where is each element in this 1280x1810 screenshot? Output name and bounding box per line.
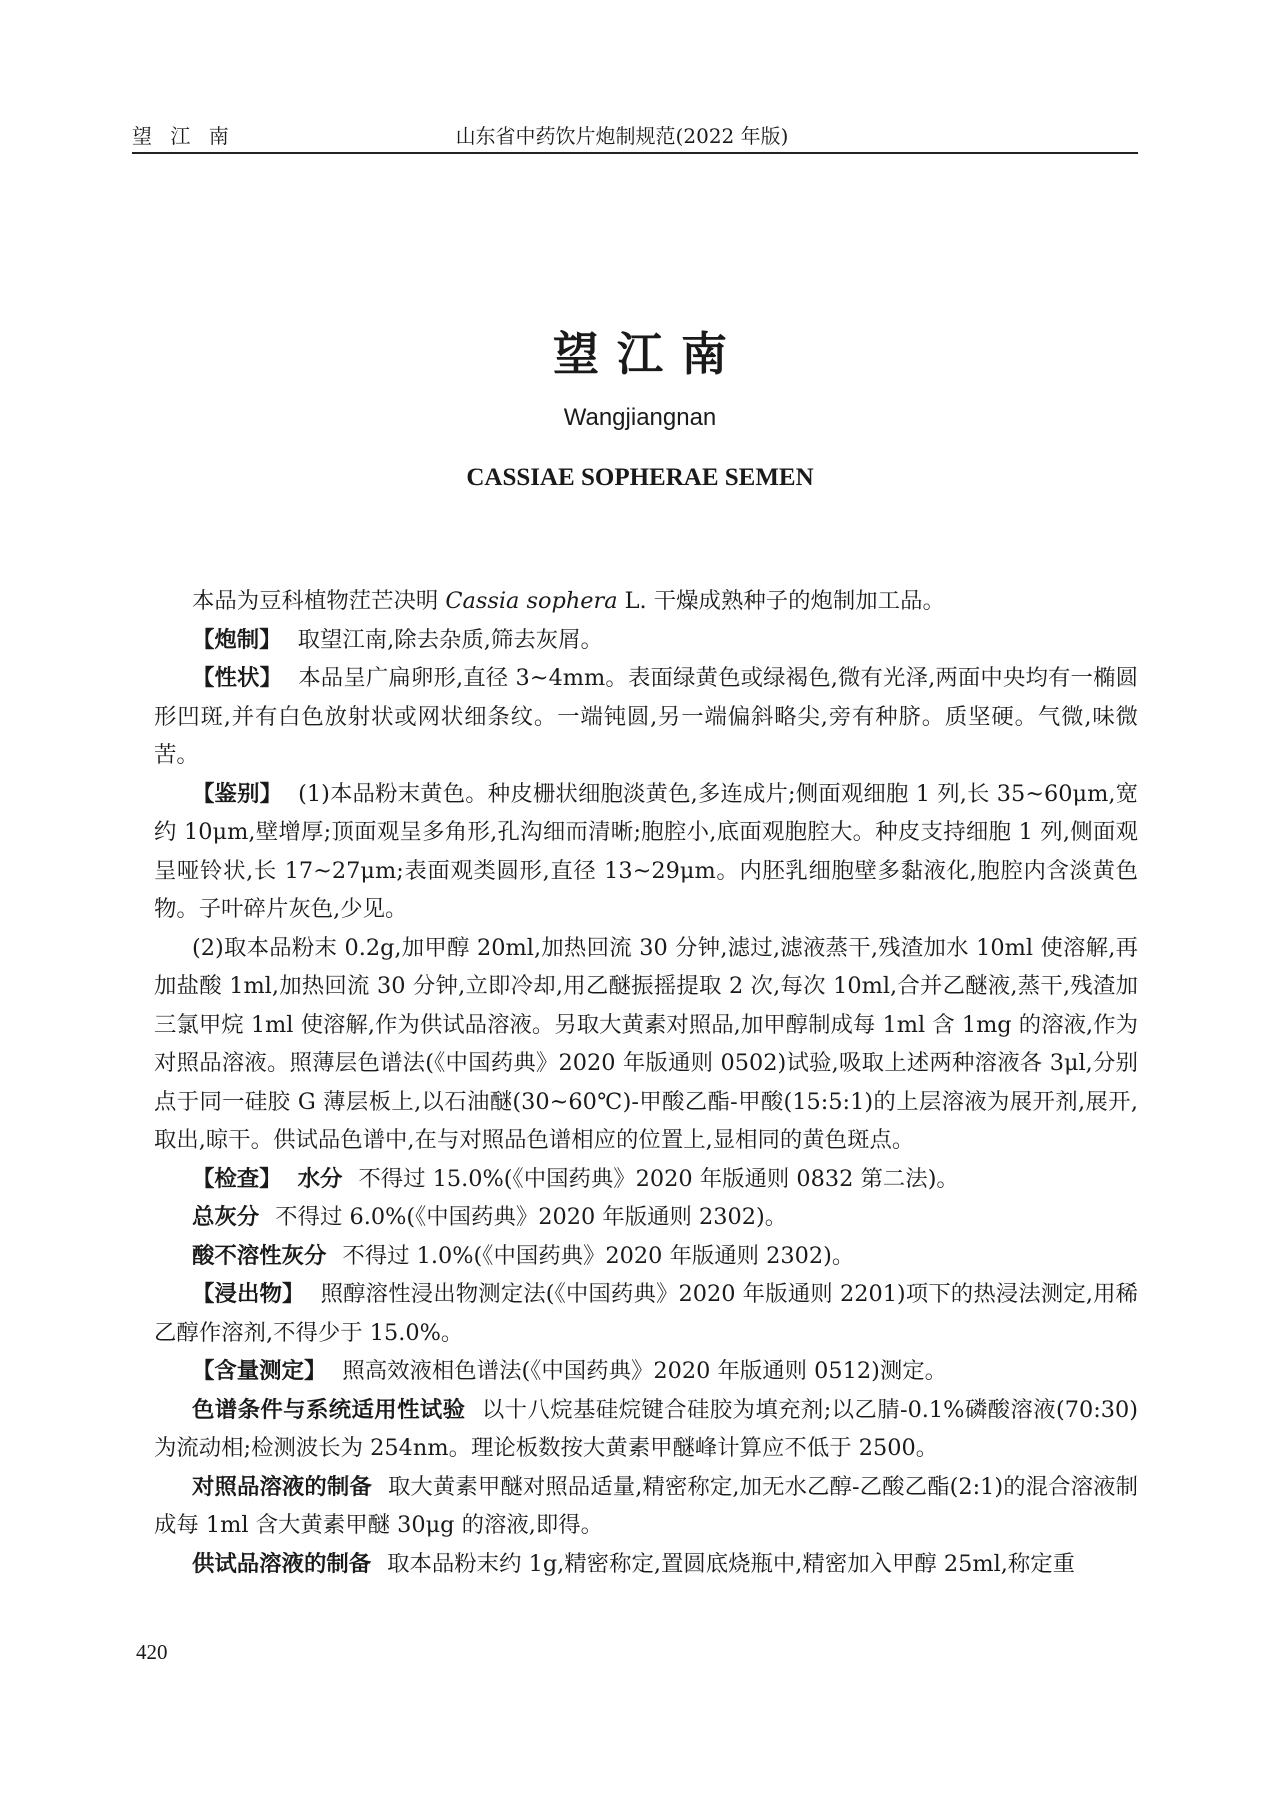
acid-ash-paragraph (154, 1237, 1138, 1276)
xingzhuang-paragraph (154, 659, 1138, 775)
jianbie-text-1: (1)本品粉末黄色。种皮栅状细胞淡黄色,多连成片;侧面观细胞 1 列,长 35~60μm,宽约 10μm,壁增厚;顶面观呈多角形,孔沟细而清晰;胞腔小,底面观胞腔大。种皮支持细胞 1 列,侧面观呈哑铃状,长 17~27μm;表面观类圆形,直径 13~29μm。内胚乳细胞壁多黏液化,胞腔内含淡黄色物。子叶碎片灰色,少见。 (154, 780, 1138, 922)
jinchuwu-label: 【浸出物】 (192, 1281, 305, 1307)
conditions-paragraph (154, 1391, 1138, 1468)
test-solution-text: 取本品粉末约 1g,精密称定,置圆底烧瓶中,精密加入甲醇 25ml,称定重 (387, 1550, 1076, 1577)
xingzhuang-text: 本品呈广扁卵形,直径 3~4mm。表面绿黄色或绿褐色,微有光泽,两面中央均有一椭圆形凹斑,并有白色放射状或网状细条纹。一端钝圆,另一端偏斜略尖,旁有种脐。质坚硬。气微,味微苦。 (154, 665, 1138, 768)
intro-suffix: L. 干燥成熟种子的炮制加工品。 (617, 588, 945, 614)
conditions-text: 以十八烷基硅烷键合硅胶为填充剂;以乙腈-0.1%磷酸溶液(70:30)为流动相;检测波长为 254nm。理论板数按大黄素甲醚峰计算应不低于 2500。 (154, 1396, 1138, 1461)
jinchuwu-paragraph (154, 1275, 1138, 1352)
hanliang-label: 【含量测定】 (192, 1358, 327, 1384)
latin-name: CASSIAE SOPHERAE SEMEN (466, 464, 814, 491)
water-label: 水分 (297, 1165, 343, 1192)
paozhi-text: 取望江南,除去杂质,筛去灰屑。 (297, 626, 603, 653)
ash-label: 总灰分 (192, 1204, 260, 1230)
monograph-body (154, 582, 1138, 1583)
species-name: Cassia sophera (445, 588, 618, 614)
xingzhuang-label: 【性状】 (192, 665, 283, 691)
intro-prefix: 本品为豆科植物茳芒决明 (192, 588, 446, 614)
jinchuwu-text: 照醇溶性浸出物测定法(《中国药典》2020 年版通则 2201)项下的热浸法测定,用稀乙醇作溶剂,不得少于 15.0%。 (154, 1281, 1138, 1346)
acid-ash-label: 酸不溶性灰分 (192, 1242, 327, 1269)
ash-text: 不得过 6.0%(《中国药典》2020 年版通则 2302)。 (275, 1204, 788, 1230)
jiancha-paragraph (154, 1160, 1138, 1199)
reference-solution-label: 对照品溶液的制备 (192, 1473, 372, 1500)
paozhi-paragraph (154, 621, 1138, 660)
test-solution-label: 供试品溶液的制备 (192, 1550, 372, 1577)
running-header (132, 112, 1138, 154)
water-text: 不得过 15.0%(《中国药典》2020 年版通则 0832 第二法)。 (358, 1165, 959, 1192)
page-number: 420 (136, 1640, 168, 1664)
intro-paragraph (154, 582, 1138, 621)
jianbie-paragraph-1 (154, 775, 1138, 929)
ash-paragraph (154, 1198, 1138, 1237)
conditions-label: 色谱条件与系统适用性试验 (192, 1396, 466, 1423)
page-title: 望江南 (553, 327, 745, 381)
jiancha-label: 【检查】 (192, 1165, 282, 1192)
test-solution-paragraph (154, 1545, 1138, 1584)
reference-solution-text: 取大黄素甲醚对照品适量,精密称定,加无水乙醇-乙酸乙酯(2:1)的混合溶液制成每 1ml 含大黄素甲醚 30μg 的溶液,即得。 (154, 1473, 1138, 1538)
hanliang-paragraph (154, 1352, 1138, 1391)
paozhi-label: 【炮制】 (192, 626, 282, 653)
jianbie-paragraph-2: (2)取本品粉末 0.2g,加甲醇 20ml,加热回流 30 分钟,滤过,滤液蒸干,残渣加水 10ml 使溶解,再加盐酸 1ml,加热回流 30 分钟,立即冷却,用乙醚振摇提取 2 次,每次 10ml,合并乙醚液,蒸干,残渣加三氯甲烷 1ml 使溶解,作为供试品溶液。另取大黄素对照品,加甲醇制成每 1ml 含 1mg 的溶液,作为对照品溶液。照薄层色谱法(《中国药典》2020 年版通则 0502)试验,吸取上述两种溶液各 3μl,分别点于同一硅胶 G 薄层板上,以石油醚(30~60℃)-甲酸乙酯-甲酸(15:5:1)的上层溶液为展开剂,展开,取出,晾干。供试品色谱中,在与对照品色谱相应的位置上,显相同的黄色斑点。 (154, 934, 1138, 1153)
header-left: 望 江 南 (132, 124, 235, 148)
hanliang-text: 照高效液相色谱法(《中国药典》2020 年版通则 0512)测定。 (342, 1358, 948, 1384)
reference-solution-paragraph (154, 1468, 1138, 1545)
pinyin-name: Wangjiangnan (563, 404, 717, 431)
jianbie-label: 【鉴别】 (192, 780, 283, 807)
header-center: 山东省中药饮片炮制规范(2022 年版) (455, 124, 789, 148)
acid-ash-text: 不得过 1.0%(《中国药典》2020 年版通则 2302)。 (342, 1242, 855, 1269)
